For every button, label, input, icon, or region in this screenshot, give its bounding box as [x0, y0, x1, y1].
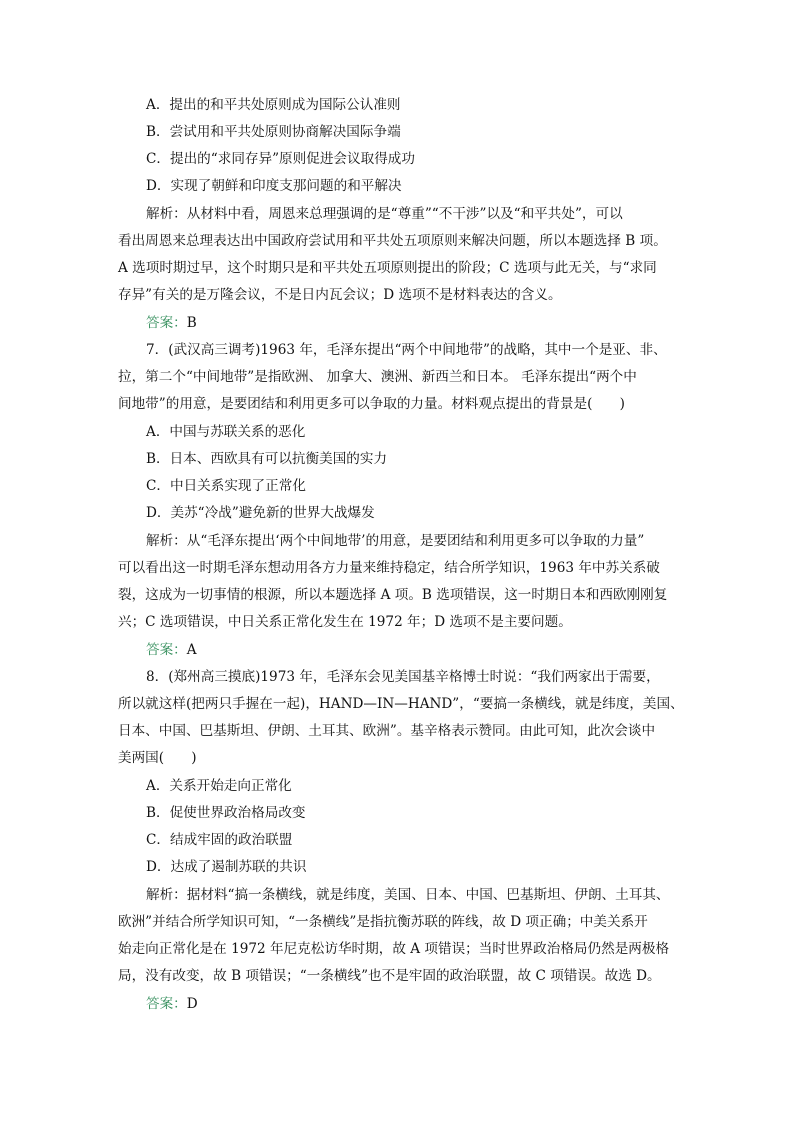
q8-analysis-line: 欧洲”并结合所学知识可知，“一条横线”是指抗衡苏联的阵线，故 D 项正确；中美关系开	[118, 914, 648, 930]
q8-stem-line: 美两国( )	[118, 750, 197, 766]
q8-option-d: D．达成了遏制苏联的共识	[146, 859, 307, 875]
q6-analysis-line: 看出周恩来总理表达出中国政府尝试用和平共处五项原则来解决问题，所以本题选择 B 项。	[118, 233, 667, 249]
answer-label: 答案：	[146, 996, 187, 1012]
q8-stem-line: 日本、中国、巴基斯坦、伊朗、土耳其、欧洲”。基辛格表示赞同。由此可知，此次会谈中	[118, 723, 656, 739]
answer-label: 答案：	[146, 315, 187, 331]
q6-option-d: D．实现了朝鲜和印度支那问题的和平解决	[146, 178, 402, 194]
answer-value: A	[186, 642, 197, 658]
q8-analysis-line: 解析：据材料“搞一条横线，就是纬度，美国、日本、中国、巴基斯坦、伊朗、土耳其、	[146, 887, 670, 903]
answer-value: B	[186, 315, 197, 331]
q6-answer	[146, 313, 197, 333]
q7-option-d: D．美苏“冷战”避免新的世界大战爆发	[146, 505, 375, 521]
q6-analysis-line: 存异”有关的是万隆会议，不是日内瓦会议；D 选项不是材料表达的含义。	[118, 287, 562, 303]
q7-analysis-line: 解析：从“毛泽东提出‘两个中间地带’的用意，是要团结和利用更多可以争取的力量”	[146, 533, 645, 549]
q6-analysis-line: 解析：从材料中看，周恩来总理强调的是“尊重”“不干涉”以及“和平共处”，可以	[146, 206, 623, 222]
q8-analysis-line: 局，没有改变，故 B 项错误；“一条横线”也不是牢固的政治联盟，故 C 项错误。故选 D。	[118, 968, 661, 984]
q8-answer	[146, 994, 198, 1014]
q6-option-b: B．尝试用和平共处原则协商解决国际争端	[146, 124, 401, 140]
q7-answer	[146, 640, 197, 660]
q8-option-a: A．关系开始走向正常化	[146, 778, 292, 794]
q7-analysis-line: 裂，这成为一切事情的根源，所以本题选择 A 项。B 选项错误，这一时期日本和西欧刚刚复	[118, 587, 668, 603]
q7-stem-line: 间地带”的用意，是要团结和利用更多可以争取的力量。材料观点提出的背景是( )	[118, 396, 625, 412]
q7-analysis-line: 兴；C 选项错误，中日关系正常化发生在 1972 年；D 选项不是主要问题。	[118, 614, 572, 630]
answer-label: 答案：	[146, 642, 187, 658]
q6-option-c: C．提出的“求同存异”原则促进会议取得成功	[146, 151, 415, 167]
q7-option-b: B．日本、西欧具有可以抗衡美国的实力	[146, 451, 388, 467]
q6-option-a: A．提出的和平共处原则成为国际公认准则	[146, 97, 401, 113]
q6-analysis-line: A 选项时期过早，这个时期只是和平共处五项原则提出的阶段；C 选项与此无关，与“求同	[118, 260, 657, 276]
q8-option-c: C．结成牢固的政治联盟	[146, 832, 293, 848]
q8-option-b: B．促使世界政治格局改变	[146, 805, 306, 821]
q7-analysis-line: 可以看出这一时期毛泽东想动用各方力量来维持稳定，结合所学知识，1963 年中苏关系破	[118, 560, 660, 576]
q7-option-c: C．中日关系实现了正常化	[146, 478, 306, 494]
q8-stem-line: 8．(郑州高三摸底)1973 年，毛泽东会见美国基辛格博士时说：“我们两家出于需要，	[146, 669, 660, 685]
q8-stem-line: 所以就这样(把两只手握在一起)，HAND—IN—HAND”，“要搞一条横线，就是纬度，美国、	[118, 696, 684, 712]
q8-analysis-line: 始走向正常化是在 1972 年尼克松访华时期，故 A 项错误；当时世界政治格局仍然是两极格	[118, 941, 670, 957]
q7-stem-line: 拉，第二个“中间地带”是指欧洲、 加拿大、澳洲、新西兰和日本。 毛泽东提出“两个中	[118, 369, 637, 385]
q7-stem-line: 7．(武汉高三调考)1963 年，毛泽东提出“两个中间地带”的战略，其中一个是亚、非、	[146, 342, 667, 358]
q7-option-a: A．中国与苏联关系的恶化	[146, 424, 306, 440]
answer-value: D	[186, 996, 198, 1012]
